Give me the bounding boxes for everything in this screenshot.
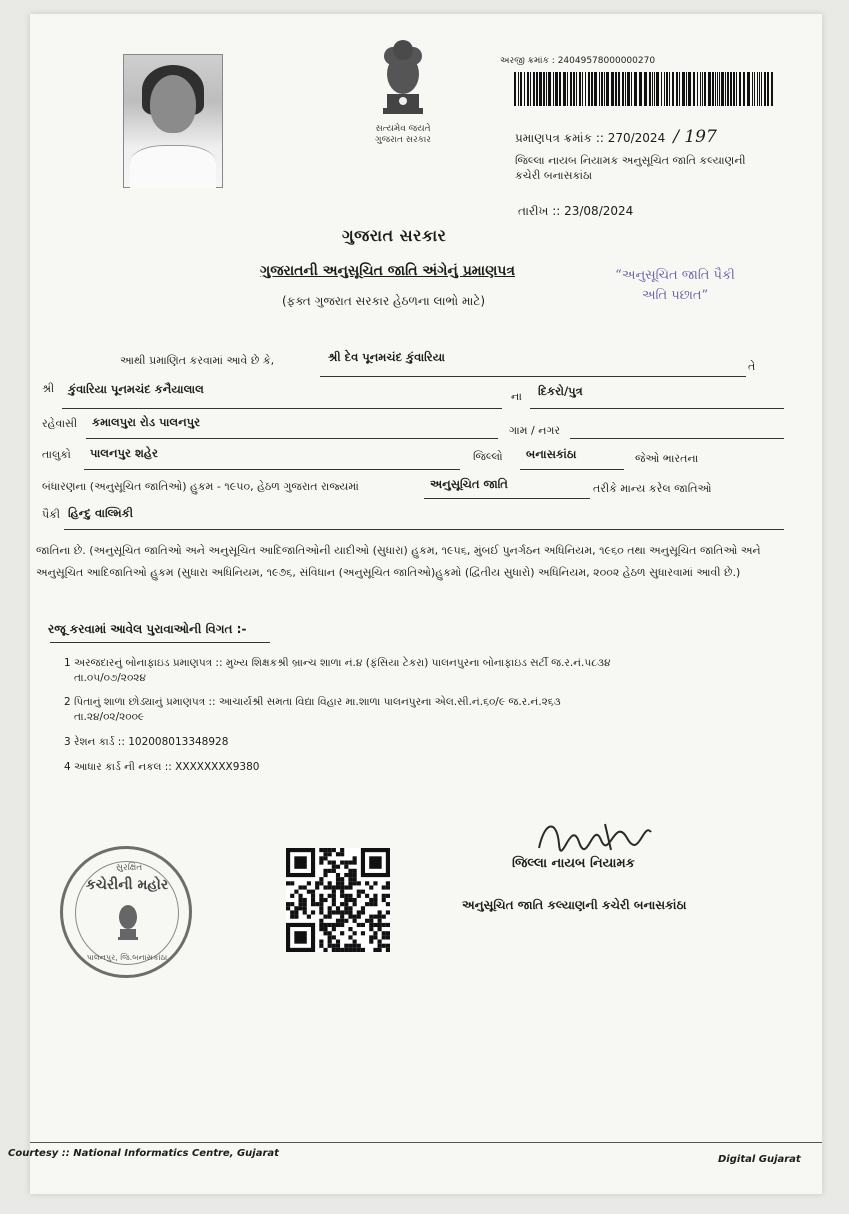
caste-category: અનુસૂચિત જાતિ	[430, 477, 508, 491]
sub-caste: હિન્દુ વાલ્મિકી	[68, 506, 134, 520]
intro-text: આથી પ્રમાણિત કરવામાં આવે છે કે,	[120, 354, 275, 367]
government-title: ગુજરાત સરકાર	[342, 226, 447, 245]
office-seal: સુરક્ષિત કચેરીની મહોર પાલનપુર, જિ.બનાસકાંઠા	[60, 846, 192, 978]
india-text: જેઓ ભારતના	[635, 452, 699, 465]
courtesy-text: Courtesy :: National Informatics Centre, Gujarat	[8, 1148, 279, 1159]
recognized-text: તરીકે માન્ય કરેલ જાતિઓ	[593, 482, 712, 495]
district-label: જિલ્લો	[473, 450, 503, 463]
barcode	[514, 72, 774, 106]
certificate-number: પ્રમાણપત્ર ક્રમાંક :: 270/2024 / 197	[515, 127, 717, 147]
resident-label: રહેવાસી	[42, 417, 78, 430]
category-stamp: “અનુસૂચિત જાતિ પૈકી અતિ પછાત”	[615, 268, 735, 303]
evidence-item-2: 2 પિતાનું શાળા છોડ્યાનું પ્રમાણપત્ર :: આચાર્યશ્રી સમતા વિદ્યા વિહાર મા.શાળા પાલનપુરના એલ.સી.નં.૬૦/૯ જ.ર.નં.૨૬૩ તા.૨૪/૦૨/૨૦૦૯	[64, 696, 561, 723]
legal-paragraph: જાતિના છે. (અનુસૂચિત જાતિઓ અને અનુસૂચિત આદિજાતિઓની યાદીઓ (સુધારા) હુકમ, ૧૯૫૬, મુંબઈ પુનર્ગઠન અધિનિયમ, ૧૯૬૦ તથા અનુસૂચિત જાતિઓ અને અનુસૂચિત આદિજાતિઓ હુકમ (સુધારા અધિનિયમ, ૧૯૭૬, સંવિધાન (અનુસૂચિત જાતિઓ)હુકમો (દ્વિતીય સુધારો) અધિનિયમ, ૨૦૦૨ હેઠળ સુધારવામાં આવી છે.)	[36, 544, 761, 579]
signatory-department: અનુસૂચિત જાતિ કલ્યાણની કચેરી બનાસકાંઠા	[462, 898, 687, 912]
ashoka-emblem-icon	[373, 34, 433, 124]
issue-date: તારીખ :: 23/08/2024	[518, 204, 634, 218]
taluka: પાલનપુર શહેર	[90, 446, 158, 460]
signature-scribble-icon	[535, 814, 655, 858]
constitution-text: બંધારણના (અનુસૂચિત જાતિઓ) હુકમ - ૧૯૫૦, હેઠળ ગુજરાત રાજ્યમાં	[42, 480, 359, 493]
applicant-photo	[123, 54, 223, 188]
evidence-item-1: 1 અરજદારનું બોનાફાઇડ પ્રમાણપત્ર :: મુખ્ય શિક્ષકશ્રી બ્રાન્ચ શાળા નં.૪ (ફંસિયા ટેકરા) પાલનપુરના બોનાફાઇડ સર્ટી જ.ર.નં.૫૮૩૪ તા.૦૫/૦૭/૨૦૨૪	[64, 657, 611, 684]
application-number: અરજી ક્રમાંક : 24049578000000270	[500, 56, 656, 66]
relation: દિકરો/પુત્ર	[538, 384, 583, 398]
signatory-designation: જિલ્લા નાયબ નિયામક	[512, 856, 635, 871]
sub-caste-label: પૈકી	[42, 508, 61, 521]
qr-code	[286, 848, 390, 952]
emblem-icon	[113, 899, 143, 943]
na-text: ના	[511, 390, 522, 403]
district: બનાસકાંઠા	[526, 447, 577, 461]
handwritten-number: / 197	[673, 127, 717, 147]
shri-label: શ્રી	[42, 382, 55, 395]
certificate-title: ગુજરાતની અનુસૂચિત જાતિ અંગેનું પ્રમાણપત્ર	[260, 263, 516, 279]
parent-name: કુંવારિયા પૂનમચંદ કનૈયાલાલ	[68, 382, 204, 396]
digital-gujarat-text: Digital Gujarat	[718, 1154, 801, 1165]
taluka-label: તાલુકો	[42, 448, 71, 461]
issuing-office: જિલ્લા નાયબ નિયામક અનુસૂચિત જાતિ કલ્યાણની કચેરી બનાસકાંઠા	[515, 154, 746, 182]
address: કમાલપુરા રોડ પાલનપુર	[92, 415, 201, 429]
evidence-item-3: 3 રેશન કાર્ડ :: 102008013348928	[64, 736, 229, 748]
certificate-subtitle: (ફક્ત ગુજરાત સરકાર હેઠળના લાભો માટે)	[282, 294, 486, 308]
certificate-page	[8, 14, 822, 1194]
te-text: તે	[748, 360, 756, 373]
applicant-name: શ્રી દેવ પૂનમચંદ કુંવારિયા	[328, 350, 445, 364]
evidence-heading: રજૂ કરવામાં આવેલ પુરાવાઓની વિગત :-	[48, 622, 247, 636]
emblem-motto: સત્યમેવ જયતે	[375, 124, 431, 134]
emblem-caption: ગુજરાત સરકાર	[375, 135, 431, 145]
evidence-item-4: 4 આધાર કાર્ડ ની નકલ :: XXXXXXXX9380	[64, 761, 260, 773]
village-label: ગામ / નગર	[509, 424, 561, 437]
state-emblem	[363, 34, 443, 159]
